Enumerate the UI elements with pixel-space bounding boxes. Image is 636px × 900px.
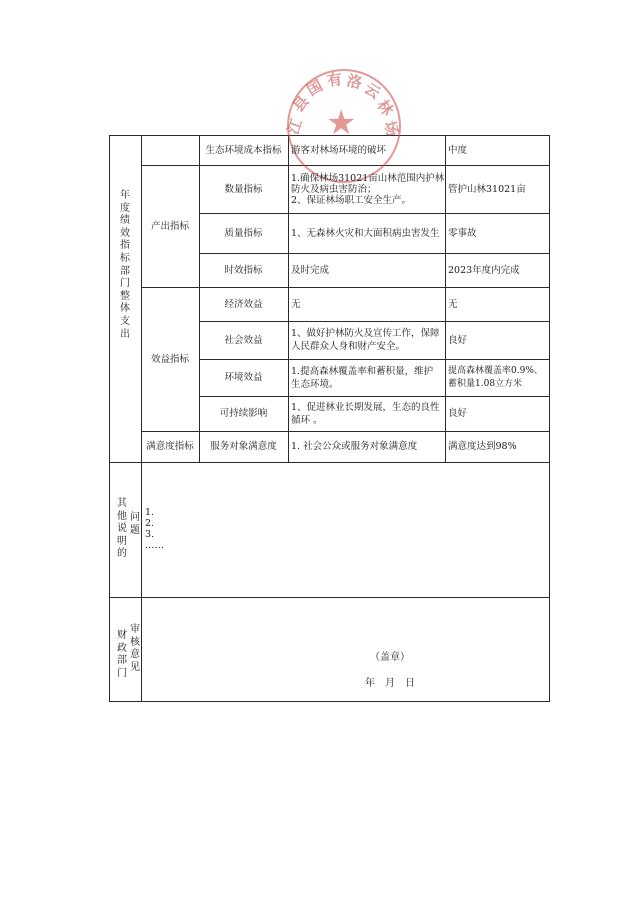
quality-indicator: 质量指标 xyxy=(224,227,263,239)
environment-content: 1.提高森林覆盖率和蓄积量，维护生态环境。 xyxy=(291,365,434,390)
other-notes-label-problem: 问题 xyxy=(130,512,140,536)
satisfaction-category-label: 满意度指标 xyxy=(146,441,194,452)
output-category-label: 产出指标 xyxy=(150,220,189,232)
quantity-target: 管护山林31021亩 xyxy=(448,183,526,195)
finance-review-label: 审核意见 xyxy=(130,624,140,673)
eco-cost-target: 中度 xyxy=(448,144,468,156)
quantity-content: 1.确保林场31021亩山林范围内护林防火及病虫害防治； 2、保证林场职工安全生产。 xyxy=(291,172,445,206)
social-content: 1、做好护林防火及宣传工作，保障人民群众人身和财产安全。 xyxy=(291,328,440,352)
quality-content: 1、无森林火灾和大面积病虫害发生 xyxy=(291,227,440,239)
finance-dept-label: 财政部门 xyxy=(117,630,127,679)
divider-notes-bottom xyxy=(109,597,550,598)
table-border-right xyxy=(549,135,550,702)
sustainable-content: 1、促进林业长期发展，生态的良性循环 。 xyxy=(291,401,440,426)
economic-target: 无 xyxy=(448,298,458,310)
sustainable-indicator: 可持续影响 xyxy=(219,408,268,419)
timeliness-content: 及时完成 xyxy=(291,264,330,276)
table-border-left xyxy=(109,135,110,702)
note-item-1: 1. xyxy=(145,507,155,518)
economic-indicator: 经济效益 xyxy=(224,298,263,310)
social-target: 良好 xyxy=(448,334,468,346)
social-indicator: 社会效益 xyxy=(224,334,263,346)
divider-annual-bottom xyxy=(109,462,550,463)
date-placeholder: 年 月 日 xyxy=(365,677,415,689)
sustainable-target: 良好 xyxy=(448,408,468,419)
environment-indicator: 环境效益 xyxy=(224,372,263,383)
table-border-bottom xyxy=(109,701,550,702)
note-item-ellipsis: …… xyxy=(145,540,164,551)
annual-section-label: 年度绩效指标部门整体支出 xyxy=(120,190,130,340)
timeliness-target: 2023年度内完成 xyxy=(448,264,520,276)
environment-target: 提高森林覆盖率0.9%、蓄积量1.08立方米 xyxy=(448,365,543,389)
benefit-category-label: 效益指标 xyxy=(150,353,189,365)
quantity-indicator: 数量指标 xyxy=(224,183,263,195)
satisfaction-target: 满意度达到98% xyxy=(448,441,517,452)
satisfaction-content: 1. 社会公众或服务对象满意度 xyxy=(291,441,418,452)
note-item-3: 3. xyxy=(145,529,155,540)
eco-cost-content: 游客对林场环境的破坏 xyxy=(291,144,387,156)
stamp-placeholder: （盖章） xyxy=(370,651,410,663)
satisfaction-indicator: 服务对象满意度 xyxy=(210,441,277,452)
official-seal: 江 县 国 有 洛 云 林 场 ★ xyxy=(287,69,401,183)
eco-cost-indicator: 生态环境成本指标 xyxy=(205,144,282,156)
timeliness-indicator: 时效指标 xyxy=(224,264,263,276)
economic-content: 无 xyxy=(291,298,301,310)
other-notes-label: 其他说明的 xyxy=(117,498,127,560)
seal-star-icon: ★ xyxy=(326,103,357,143)
quality-target: 零事故 xyxy=(448,227,477,239)
note-item-2: 2. xyxy=(145,518,155,529)
